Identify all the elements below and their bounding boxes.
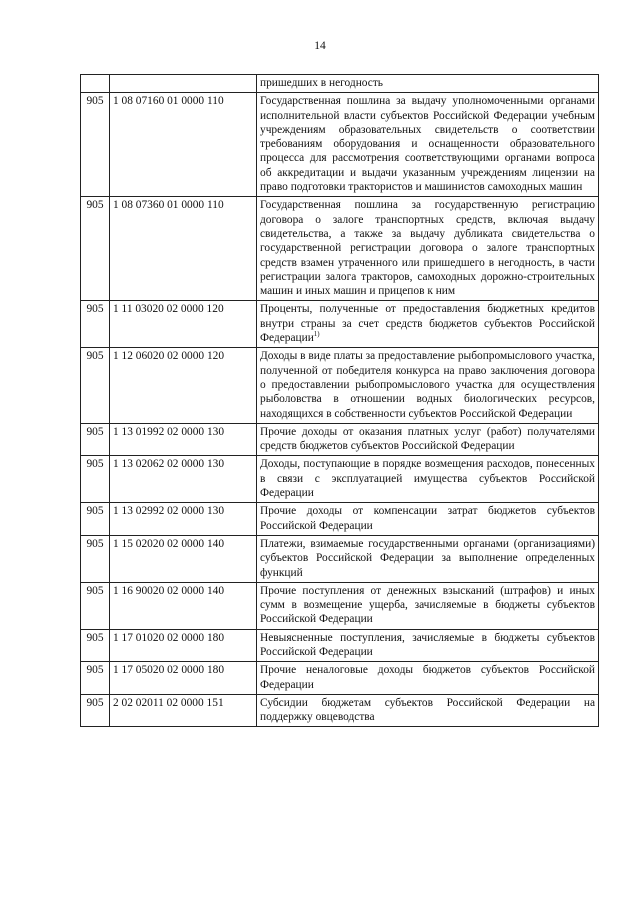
admin-code-cell: 905 (81, 694, 110, 727)
table-row (81, 348, 599, 423)
budget-code-cell: 1 15 02020 02 0000 140 (110, 535, 257, 582)
budget-code-cell: 1 11 03020 02 0000 120 (110, 301, 257, 348)
description-cell (257, 694, 599, 727)
description-text: Платежи, взимаемые государственными органами (организациями) субъектов Российской Федерации за выполнение определенных функций (260, 537, 595, 579)
budget-code-cell: 1 08 07360 01 0000 110 (110, 197, 257, 301)
table-row (81, 93, 599, 197)
table-row (81, 197, 599, 301)
description-cell (257, 197, 599, 301)
footnote-marker: 1) (313, 330, 320, 339)
admin-code-cell (81, 75, 110, 93)
budget-code-cell: 1 17 01020 02 0000 180 (110, 629, 257, 662)
description-text: Прочие доходы от компенсации затрат бюджетов субъектов Российской Федерации (260, 505, 595, 532)
description-text: Государственная пошлина за выдачу уполномоченными органами исполнительной власти субъектов Российской Федерации учебным учреждениям образовательных свидетельств о соответствии требованиям оборудования и оснащенности образовательного процесса для рассмотрения соответствующими органами вопроса об аккредитации и выдачи указанным учреждениям лицензии на право подготовки трактористов и машинистов самоходных машин (260, 95, 595, 194)
admin-code-cell: 905 (81, 535, 110, 582)
table-row (81, 301, 599, 348)
description-text: Невыясненные поступления, зачисляемые в бюджеты субъектов Российской Федерации (260, 631, 595, 658)
table-row (81, 535, 599, 582)
table-row (81, 503, 599, 536)
description-text: Прочие поступления от денежных взысканий (штрафов) и иных сумм в возмещение ущерба, зачисляемые в бюджеты субъектов Российской Федерации (260, 584, 595, 626)
description-cell (257, 503, 599, 536)
admin-code-cell: 905 (81, 662, 110, 695)
budget-code-cell: 1 12 06020 02 0000 120 (110, 348, 257, 423)
table-row (81, 582, 599, 629)
page-number: 14 (314, 40, 326, 52)
description-cell (257, 423, 599, 456)
description-text: Проценты, полученные от предоставления бюджетных кредитов внутри страны за счет средств бюджетов субъектов Российской Федерации (260, 303, 595, 345)
description-text: Прочие доходы от оказания платных услуг (работ) получателями средств бюджетов субъектов Российской Федерации (260, 425, 595, 453)
budget-code-cell: 1 13 01992 02 0000 130 (110, 423, 257, 456)
description-cell (257, 629, 599, 662)
description-cell (257, 456, 599, 503)
description-cell (257, 535, 599, 582)
table-body (81, 75, 599, 727)
admin-code-cell: 905 (81, 503, 110, 536)
admin-code-cell: 905 (81, 423, 110, 456)
description-text: Субсидии бюджетам субъектов Российской Федерации на поддержку овцеводства (260, 696, 595, 724)
description-text: Доходы в виде платы за предоставление рыбопромыслового участка, полученной от победителя конкурса на право заключения договора о предоставлении рыбопромыслового участка для осуществления рыболовства в отношении водных биологических ресурсов, находящихся в собственности субъектов Российской Федерации (260, 350, 595, 420)
budget-code-cell: 2 02 02011 02 0000 151 (110, 694, 257, 727)
description-cell: пришедших в негодность (257, 75, 599, 93)
budget-code-cell: 1 08 07160 01 0000 110 (110, 93, 257, 197)
admin-code-cell: 905 (81, 301, 110, 348)
budget-code-cell (110, 75, 257, 93)
description-cell (257, 348, 599, 423)
description-cell (257, 301, 599, 348)
table-row (81, 423, 599, 456)
description-cell (257, 582, 599, 629)
table-row (81, 662, 599, 695)
budget-code-cell: 1 13 02992 02 0000 130 (110, 503, 257, 536)
description-cell (257, 662, 599, 695)
admin-code-cell: 905 (81, 348, 110, 423)
description-text: Прочие неналоговые доходы бюджетов субъектов Российской Федерации (260, 664, 595, 691)
admin-code-cell: 905 (81, 629, 110, 662)
table-row-continuation (81, 75, 599, 93)
revenue-codes-table (80, 74, 599, 727)
admin-code-cell: 905 (81, 582, 110, 629)
description-text: Государственная пошлина за государственную регистрацию договора о залоге транспортных средств, включая выдачу свидетельства, а также за выдачу дубликата свидетельства о государственной регистрации договора о залоге транспортных средств взамен утраченного или пришедшего в негодность, в части регистрации залога тракторов, самоходных дорожно-строительных машин и иных машин и прицепов к ним (260, 199, 595, 298)
admin-code-cell: 905 (81, 93, 110, 197)
admin-code-cell: 905 (81, 456, 110, 503)
table-row (81, 456, 599, 503)
admin-code-cell: 905 (81, 197, 110, 301)
table-row (81, 694, 599, 727)
table-row (81, 629, 599, 662)
budget-code-cell: 1 13 02062 02 0000 130 (110, 456, 257, 503)
description-cell (257, 93, 599, 197)
description-text: Доходы, поступающие в порядке возмещения расходов, понесенных в связи с эксплуатацией имущества субъектов Российской Федерации (260, 458, 595, 500)
budget-code-cell: 1 16 90020 02 0000 140 (110, 582, 257, 629)
budget-code-cell: 1 17 05020 02 0000 180 (110, 662, 257, 695)
